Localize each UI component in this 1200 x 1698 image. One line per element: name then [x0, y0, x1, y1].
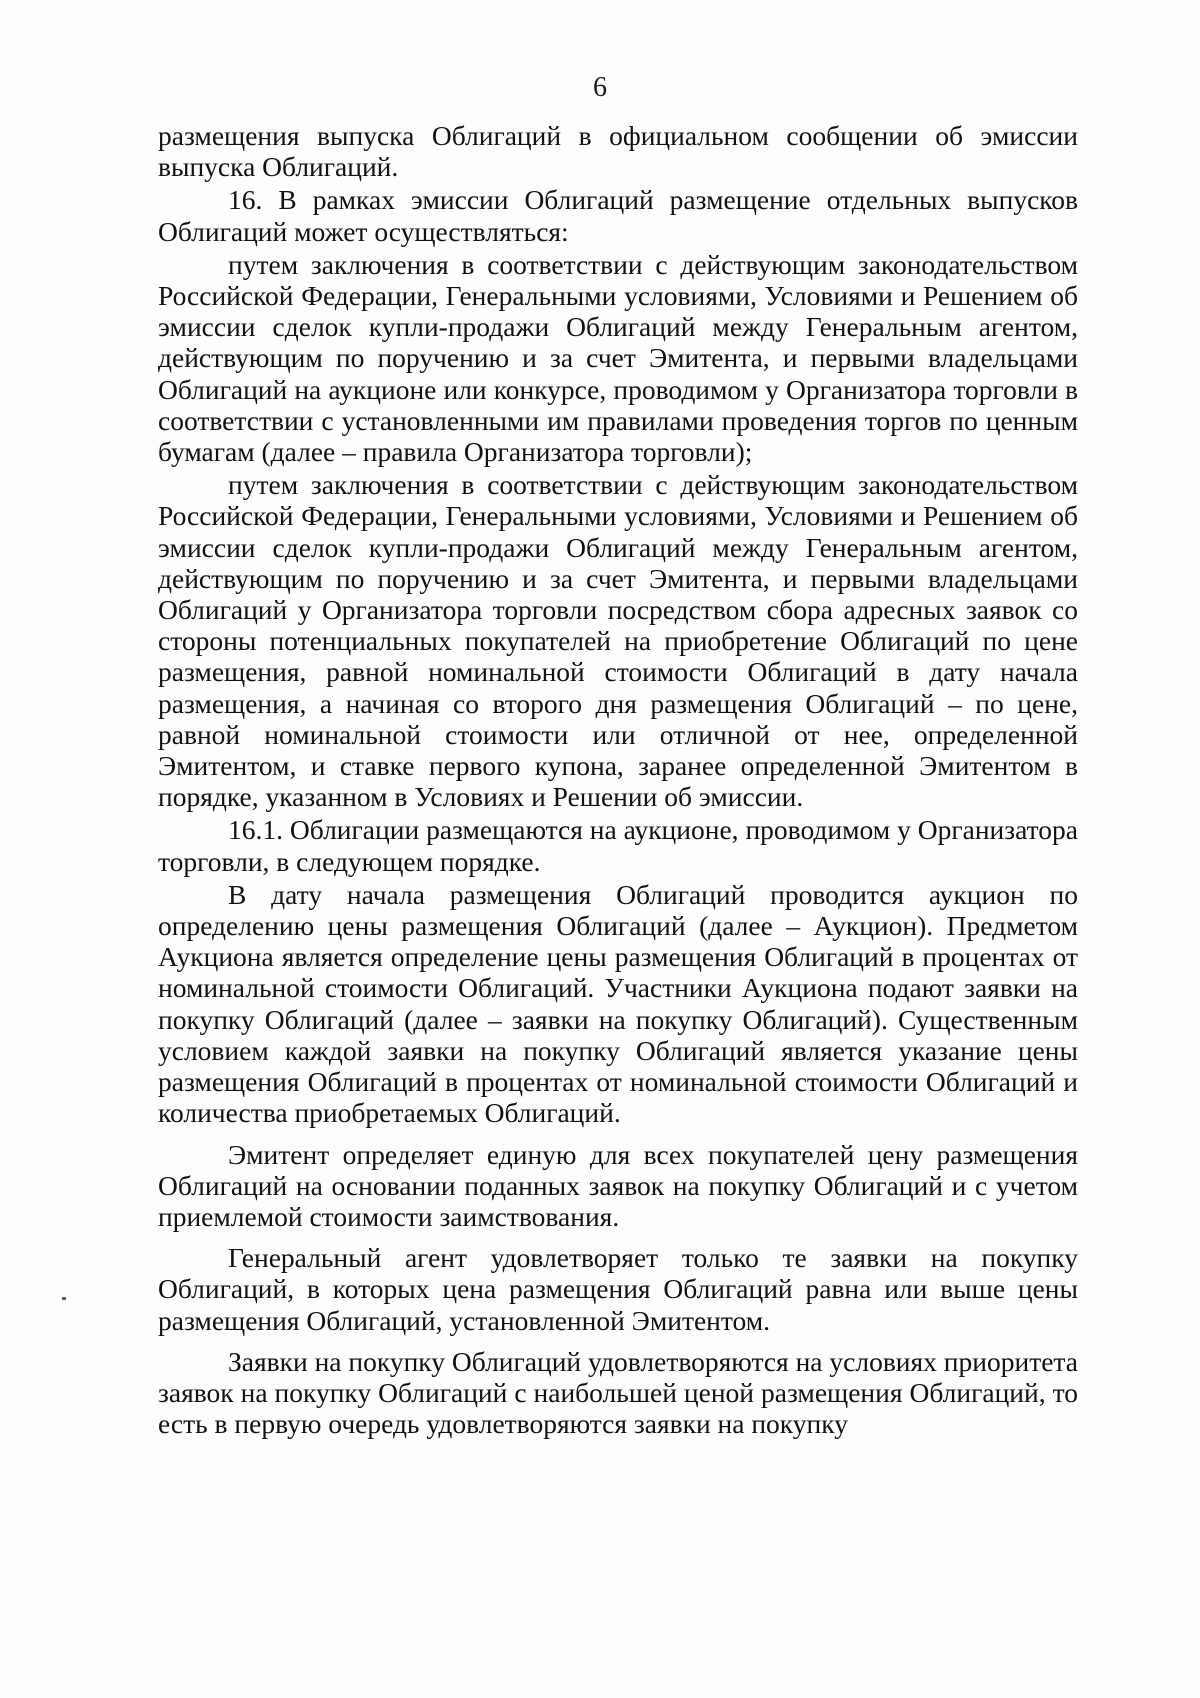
paragraph-item-16: 16. В рамках эмиссии Облигаций размещение отдельных выпусков Облигаций может осуществляться:	[158, 184, 1078, 247]
document-body	[158, 120, 1078, 1439]
paragraph-agent-satisfies: Генеральный агент удовлетворяет только те заявки на покупку Облигаций, в которых цена размещения Облигаций равна или выше цены размещения Облигаций, установленной Эмитентом.	[158, 1242, 1078, 1336]
paragraph-auction-method: путем заключения в соответствии с действующим законодательством Российской Федерации, Генеральными условиями, Условиями и Решением об эмиссии сделок купли-продажи Облигаций между Генеральным агентом, действующим по поручению и за счет Эмитента, и первыми владельцами Облигаций на аукционе или конкурсе, проводимом у Организатора торговли в соответствии с установленными им правилами проведения торгов по ценным бумагам (далее – правила Организатора торговли);	[158, 248, 1078, 468]
paragraph-issuer-price: Эмитент определяет единую для всех покупателей цену размещения Облигаций на основании поданных заявок на покупку Облигаций и с учетом приемлемой стоимости заимствования.	[158, 1138, 1078, 1232]
paragraph-continuation: размещения выпуска Облигаций в официальном сообщении об эмиссии выпуска Облигаций.	[158, 120, 1078, 183]
scan-artifact	[62, 1297, 66, 1300]
page-number: 6	[593, 72, 607, 103]
paragraph-bookbuilding-method: путем заключения в соответствии с действующим законодательством Российской Федерации, Генеральными условиями, Условиями и Решением об эмиссии сделок купли-продажи Облигаций между Генеральным агентом, действующим по поручению и за счет Эмитента, и первыми владельцами Облигаций у Организатора торговли посредством сбора адресных заявок со стороны потенциальных покупателей на приобретение Облигаций по цене размещения, равной номинальной стоимости Облигаций в дату начала размещения, а начиная со второго дня размещения Облигаций – по цене, равной номинальной стоимости или отличной от нее, определенной Эмитентом, и ставке первого купона, заранее определенной Эмитентом в порядке, указанном в Условиях и Решении об эмиссии.	[158, 469, 1078, 813]
paragraph-priority: Заявки на покупку Облигаций удовлетворяются на условиях приоритета заявок на покупку Облигаций с наибольшей ценой размещения Облигаций, то есть в первую очередь удовлетворяются заявки на покупку	[158, 1345, 1078, 1440]
paragraph-auction-description: В дату начала размещения Облигаций проводится аукцион по определению цены размещения Облигаций (далее – Аукцион). Предметом Аукциона является определение цены размещения Облигаций в процентах от номинальной стоимости Облигаций. Участники Аукциона подают заявки на покупку Облигаций (далее – заявки на покупку Облигаций). Существенным условием каждой заявки на покупку Облигаций является указание цены размещения Облигаций в процентах от номинальной стоимости Облигаций и количества приобретаемых Облигаций.	[158, 878, 1078, 1129]
paragraph-item-16-1: 16.1. Облигации размещаются на аукционе, проводимом у Организатора торговли, в следующем порядке.	[158, 814, 1078, 877]
